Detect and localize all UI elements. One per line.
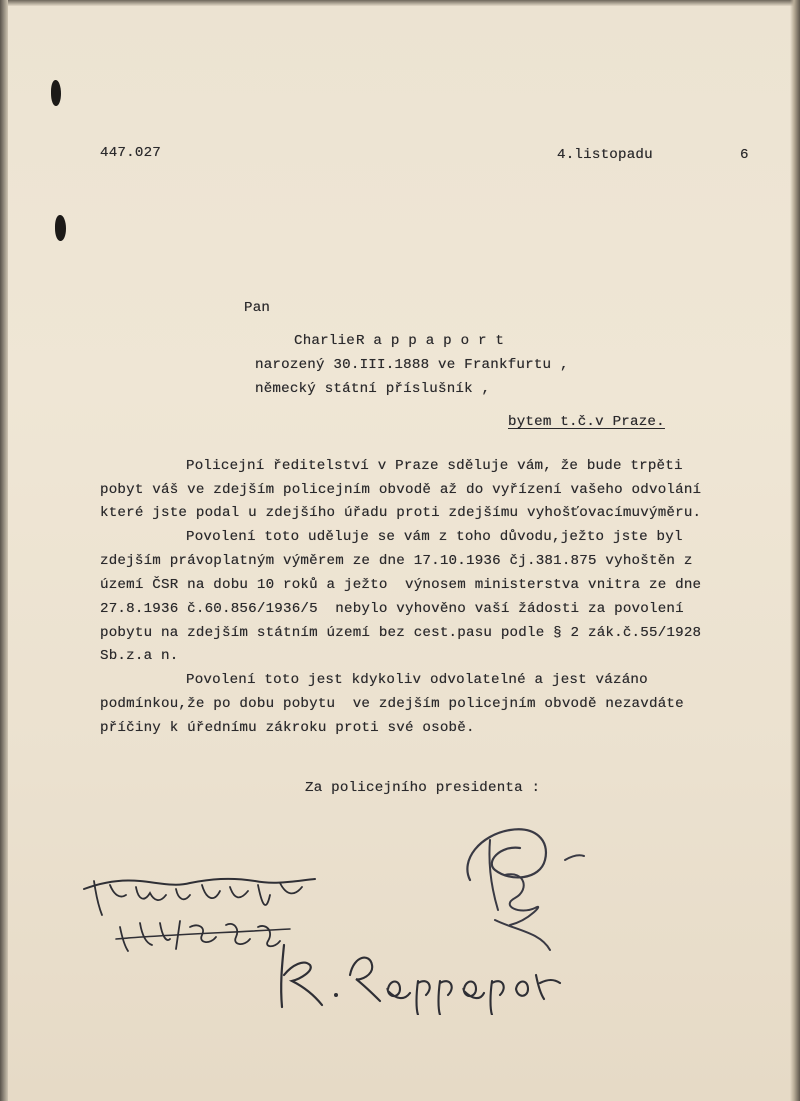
page-edge-right	[790, 0, 800, 1101]
residence-line: bytem t.č.v Praze.	[508, 414, 665, 430]
body-line-7: 27.8.1936 č.60.856/1936/5 nebylo vyhověno vaší žádosti za povolení	[100, 601, 684, 617]
body-line-9: Sb.z.a n.	[100, 648, 179, 664]
citizenship-line: německý státní příslušník ,	[255, 381, 491, 397]
body-line-10: Povolení toto jest kdykoliv odvolatelné a jest vázáno	[186, 672, 648, 688]
page-edge-top	[0, 0, 800, 6]
body-line-6: území ČSR na dobu 10 roků a ježto výnosem ministerstva vnitra ze dne	[100, 577, 702, 593]
body-line-11: podmínkou,že po dobu pobytu ve zdejším policejním obvodě nezavdáte	[100, 696, 684, 712]
body-line-4: Povolení toto uděluje se vám z toho důvodu,ježto jste byl	[186, 529, 683, 545]
birth-line: narozený 30.III.1888 ve Frankfurtu ,	[255, 357, 569, 373]
recipient-signature	[270, 935, 570, 1015]
body-line-12: příčiny k úřednímu zákroku proti své osobě.	[100, 720, 475, 736]
letter-date: 4.listopadu	[557, 147, 653, 163]
reference-number: 447.027	[100, 145, 161, 161]
addressee-surname: R a p p a p o r t	[356, 333, 505, 349]
body-line-8: pobytu na zdejším státním území bez cest.pasu podle § 2 zák.č.55/1928	[100, 625, 702, 641]
punch-hole-top	[51, 80, 61, 106]
body-line-5: zdejším právoplatným výměrem ze dne 17.10.1936 čj.381.875 vyhoštěn z	[100, 553, 693, 569]
page-edge-left	[0, 0, 8, 1101]
letter-date-year: 6	[740, 147, 749, 163]
body-line-1: Policejní ředitelství v Praze sděluje vám, že bude trpěti	[186, 458, 683, 474]
addressee-first-name: Charlie	[294, 333, 355, 349]
body-line-3: které jste podal u zdejšího úřadu proti zdejšímu vyhošťovacímuvýměru.	[100, 505, 702, 521]
punch-hole-bottom	[55, 215, 66, 241]
signatory-line: Za policejního presidenta :	[305, 780, 541, 796]
body-line-2: pobyt váš ve zdejším policejním obvodě až do vyřízení vašeho odvolání	[100, 482, 702, 498]
salutation: Pan	[244, 300, 271, 316]
